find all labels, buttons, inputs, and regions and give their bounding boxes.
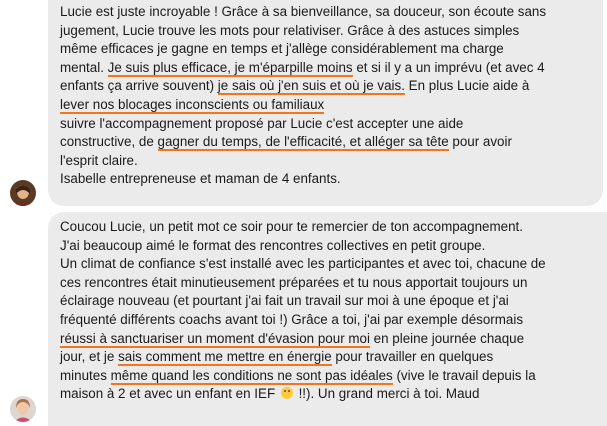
message-line bbox=[60, 311, 596, 330]
message-line bbox=[60, 218, 596, 237]
message-text: l'esprit claire. bbox=[60, 152, 138, 168]
message-line bbox=[60, 3, 591, 22]
message-text: jour, et je bbox=[60, 349, 119, 365]
message-line bbox=[60, 348, 596, 367]
message-line bbox=[60, 330, 596, 349]
message-bubble-1 bbox=[48, 0, 603, 206]
message-line bbox=[60, 274, 596, 293]
message-text: éclairage nouveau (et pourtant j'ai fait un travail sur moi à une époque et j'ai bbox=[60, 293, 509, 309]
message-line bbox=[60, 237, 596, 256]
message-line bbox=[60, 77, 591, 96]
message-text: enfants ça arrive souvent) bbox=[60, 78, 218, 94]
message-line bbox=[60, 22, 591, 41]
message-text: pour travailler en quelques bbox=[331, 349, 494, 365]
message-text: suivre l'accompagnement proposé par Lucie c'est accepter une aide bbox=[60, 115, 464, 131]
highlighted-text: Je suis plus efficace, je m'éparpille moins bbox=[107, 59, 353, 75]
message-text: Coucou Lucie, un petit mot ce soir pour te remercier de ton accompagnement. bbox=[60, 219, 523, 234]
message-bubble-2 bbox=[48, 212, 607, 426]
highlighted-text: sais comment me mettre en énergie bbox=[118, 349, 332, 365]
message-text: fréquenté différents coachs avant toi !) Grâce a toi, j'ai par exemple désormais bbox=[60, 311, 524, 327]
message-text: Un climat de confiance s'est installé avec les participantes et avec toi, chacune de bbox=[60, 256, 546, 272]
avatar-isabelle[interactable] bbox=[10, 180, 36, 206]
message-line bbox=[60, 152, 591, 171]
message-text: !!). Un grand merci à toi. Maud bbox=[294, 386, 480, 402]
message-text: constructive, de bbox=[60, 134, 158, 150]
message-text: même efficaces je gagne en temps et j'allège considérablement ma charge bbox=[60, 41, 504, 57]
grinning-face-emoji bbox=[281, 387, 293, 399]
message-line bbox=[60, 170, 591, 189]
highlighted-text: lever nos blocages inconscients ou familiaux bbox=[60, 96, 325, 112]
message-text: et si il y a un imprévu (et avec 4 bbox=[352, 59, 545, 75]
message-line bbox=[60, 385, 596, 404]
message-line bbox=[60, 59, 591, 78]
message-text: mental. bbox=[60, 59, 108, 75]
message-text: J'ai beaucoup aimé le format des rencontres collectives en petit groupe. bbox=[60, 237, 486, 253]
message-line bbox=[60, 133, 591, 152]
message-text: En plus Lucie aide à bbox=[404, 78, 530, 94]
highlighted-text: gagner du temps, de l'efficacité, et alléger sa tête bbox=[157, 134, 449, 150]
message-line bbox=[60, 292, 596, 311]
highlighted-text: même quand les conditions ne sont pas idéales bbox=[110, 367, 393, 383]
avatar-maud[interactable] bbox=[10, 396, 36, 422]
message-text: maison à 2 et avec un enfant en IEF bbox=[60, 386, 279, 402]
message-line bbox=[60, 255, 596, 274]
message-text: Isabelle entrepreneuse et maman de 4 enfants. bbox=[60, 171, 341, 187]
message-text: jugement, Lucie trouve les mots pour relativiser. Grâce à des astuces simples bbox=[60, 22, 520, 38]
message-line bbox=[60, 367, 596, 386]
highlighted-text: réussi à sanctuariser un moment d'évasion pour moi bbox=[60, 330, 370, 346]
message-text: ces rencontres était minutieusement préparées et tu nous apportait toujours un bbox=[60, 274, 528, 290]
message-line bbox=[60, 115, 591, 134]
message-text: Lucie est juste incroyable ! Grâce à sa bienveillance, sa douceur, son écoute sans bbox=[60, 4, 547, 19]
message-text: pour avoir bbox=[448, 134, 512, 150]
message-text: minutes bbox=[60, 367, 111, 383]
message-text: (vive le travail depuis la bbox=[392, 367, 536, 383]
message-line bbox=[60, 96, 591, 115]
highlighted-text: je sais où j'en suis et où je vais. bbox=[217, 78, 405, 94]
message-text: en pleine journée chaque bbox=[369, 330, 525, 346]
message-line bbox=[60, 40, 591, 59]
